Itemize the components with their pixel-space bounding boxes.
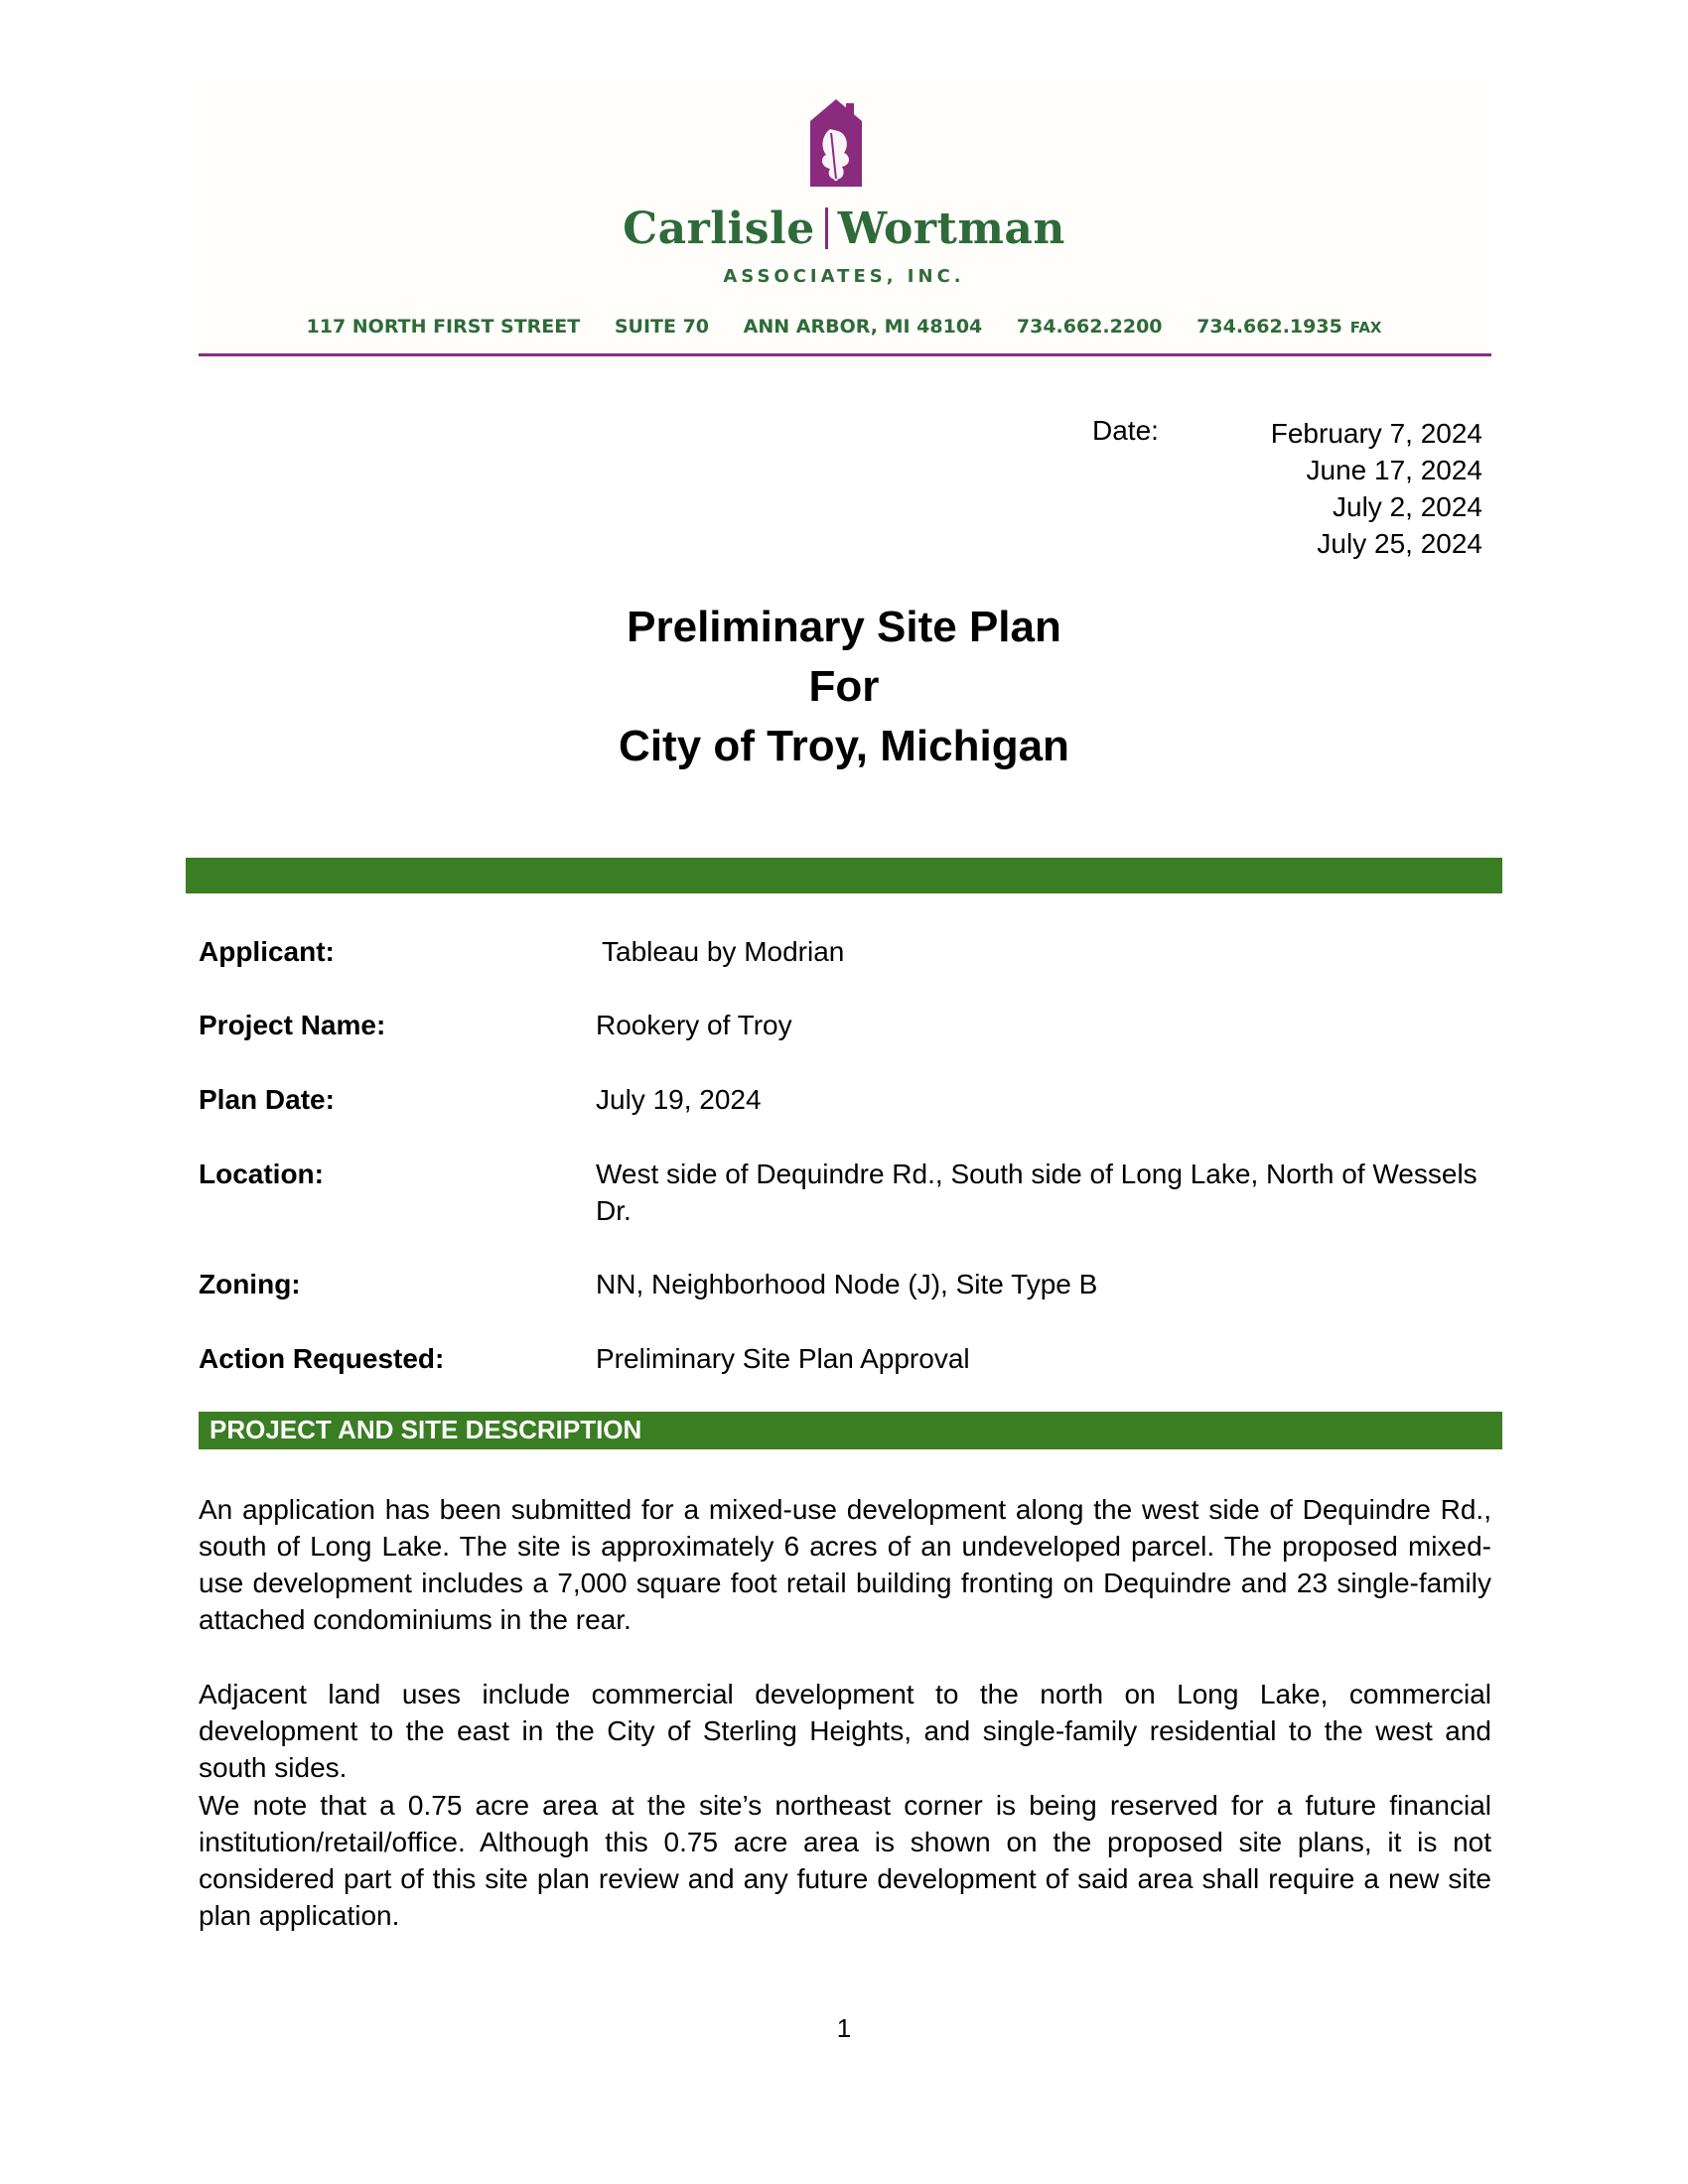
company-subtitle: ASSOCIATES, INC. (723, 266, 965, 287)
paragraph-reserved-area: We note that a 0.75 acre area at the site’s northeast corner is being reserved for a future financial institution/retail/office. Although this 0.75 acre area is shown on the proposed site plans, it is not considered part of this site plan review and any future development of said area shall require a new site plan application. (199, 1790, 1491, 1931)
title-line-2: For (808, 662, 880, 711)
company-name-first: Carlisle (623, 204, 815, 254)
brand-separator (825, 207, 828, 249)
phone-number: 734.662.2200 (1016, 316, 1163, 338)
title-line-3: City of Troy, Michigan (619, 722, 1069, 770)
date-item: February 7, 2024 (1270, 418, 1482, 449)
date-item: July 2, 2024 (1333, 491, 1482, 522)
project-name-label: Project Name: (199, 1010, 386, 1040)
date-item: June 17, 2024 (1306, 455, 1482, 485)
paragraph-adjacent-uses: Adjacent land uses include commercial development to the north on Long Lake, commercial development to the east in the City of Sterling Heights, and single-family residential to the west and south sides. (199, 1679, 1491, 1783)
plan-date-label: Plan Date: (199, 1084, 335, 1115)
company-name (199, 204, 1489, 254)
section-heading: PROJECT AND SITE DESCRIPTION (210, 1415, 642, 1444)
title-line-1: Preliminary Site Plan (627, 603, 1061, 651)
plan-date-value: July 19, 2024 (596, 1084, 762, 1115)
page-number: 1 (836, 2013, 852, 2043)
letterhead-rule (199, 353, 1491, 356)
oak-leaf-house-logo-icon (800, 99, 872, 187)
location-value: West side of Dequindre Rd., South side of Long Lake, North of Wessels Dr. (596, 1159, 1477, 1226)
project-name-value: Rookery of Troy (596, 1010, 792, 1040)
applicant-label: Applicant: (199, 936, 335, 967)
suite: SUITE 70 (614, 316, 710, 338)
date-item: July 25, 2024 (1317, 528, 1482, 559)
fax-number: 734.662.1935 (1196, 316, 1342, 338)
action-requested-label: Action Requested: (199, 1343, 445, 1374)
street-address: 117 NORTH FIRST STREET (306, 316, 581, 338)
divider-bar (186, 858, 1502, 893)
date-list (1271, 415, 1482, 562)
section-heading-bar (199, 1412, 1502, 1449)
date-label: Date: (1092, 415, 1159, 446)
zoning-value: NN, Neighborhood Node (J), Site Type B (596, 1269, 1098, 1299)
zoning-label: Zoning: (199, 1269, 301, 1299)
document-title (0, 598, 1688, 776)
paragraph-description: An application has been submitted for a mixed-use development along the west side of Dequindre Rd., south of Long Lake. The site is approximately 6 acres of an undeveloped parcel. The proposed mixed-use development includes a 7,000 square foot retail building fronting on Dequindre and 23 single-family attached condominiums in the rear. (199, 1494, 1491, 1635)
city-state-zip: ANN ARBOR, MI 48104 (743, 316, 983, 338)
letterhead (199, 79, 1489, 357)
address-line (199, 316, 1489, 338)
action-requested-value: Preliminary Site Plan Approval (596, 1343, 970, 1374)
applicant-value: Tableau by Modrian (602, 936, 845, 967)
company-name-second: Wortman (837, 204, 1065, 254)
location-label: Location: (199, 1159, 324, 1189)
fax-label: FAX (1349, 319, 1382, 337)
